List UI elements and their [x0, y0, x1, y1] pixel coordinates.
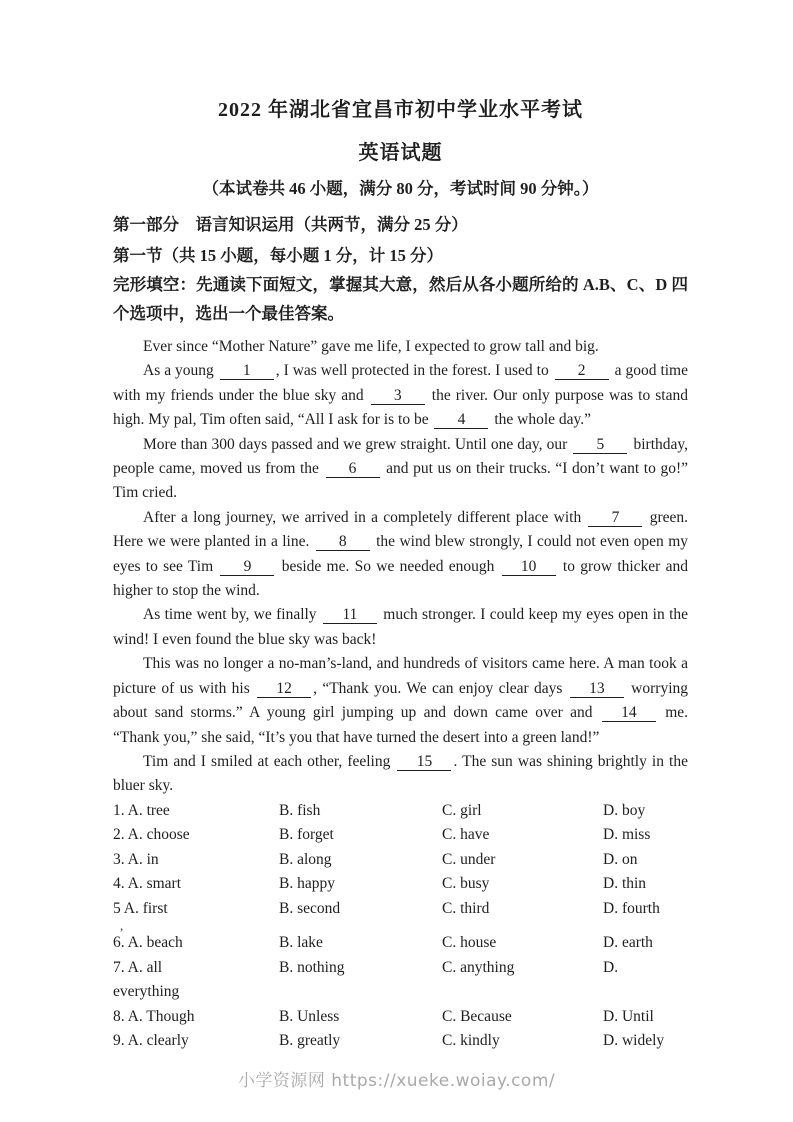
option-cell: D. widely: [603, 1032, 665, 1050]
option-cell: C. Because: [442, 1007, 512, 1025]
passage-paragraph: Tim and I smiled at each other, feeling 15 . The sun was shining brightly in the bluer sky.: [113, 752, 688, 795]
option-row: [113, 823, 688, 848]
cloze-blank-9: 9: [220, 558, 274, 576]
cloze-blank-15: 15: [397, 753, 451, 771]
option-cell: B. forget: [279, 826, 334, 844]
option-row: [113, 897, 688, 922]
option-cell: B. fish: [279, 801, 321, 819]
option-cell: B. nothing: [279, 958, 345, 976]
option-overflow-text: everything: [113, 983, 180, 1001]
option-cell: D.: [603, 958, 619, 976]
option-cell: B. happy: [279, 875, 335, 893]
option-cell: D. miss: [603, 826, 651, 844]
option-cell: 5 A. first: [113, 899, 168, 917]
option-cell: 6. A. beach: [113, 934, 183, 952]
option-cell: C. busy: [442, 875, 490, 893]
option-cell: 9. A. clearly: [113, 1032, 189, 1050]
stray-comma-mark: ,: [120, 918, 124, 934]
cloze-blank-3: 3: [371, 387, 425, 405]
passage-paragraph: After a long journey, we arrived in a completely different place with 7 green. Here we were planted in a line. 8 the wind blew strongly, I could not even open my eyes to see Tim 9 beside me. So we needed enough 10 to grow thicker and higher to stop the wind.: [113, 508, 688, 600]
option-cell: 7. A. all: [113, 958, 163, 976]
option-row: [113, 931, 688, 956]
option-cell: C. house: [442, 934, 497, 952]
option-cell: D. earth: [603, 934, 653, 952]
option-cell: B. second: [279, 899, 341, 917]
option-cell: D. fourth: [603, 899, 660, 917]
option-cell: 3. A. in: [113, 850, 159, 868]
option-cell: C. girl: [442, 801, 482, 819]
passage-paragraph: Ever since “Mother Nature” gave me life, I expected to grow tall and big.: [143, 338, 599, 355]
cloze-blank-12: 12: [257, 680, 311, 698]
option-cell: B. along: [279, 850, 332, 868]
option-cell: 1. A. tree: [113, 801, 170, 819]
cloze-passage: [113, 335, 688, 799]
cloze-instructions: 完形填空：先通读下面短文，掌握其大意，然后从各小题所给的 A.B、C、D 四个选项中，选出一个最佳答案。: [113, 275, 688, 323]
option-cell: B. greatly: [279, 1032, 341, 1050]
option-cell: 4. A. smart: [113, 875, 182, 893]
cloze-blank-11: 11: [323, 606, 377, 624]
option-cell: B. lake: [279, 934, 323, 952]
option-cell: C. kindly: [442, 1032, 500, 1050]
cloze-blank-5: 5: [573, 436, 627, 454]
option-cell: 2. A. choose: [113, 826, 190, 844]
section-node1-heading: 第一节（共 15 小题，每小题 1 分，计 15 分）: [113, 246, 443, 265]
option-row: [113, 956, 688, 981]
exam-info-line: （本试卷共 46 小题，满分 80 分，考试时间 90 分钟。）: [202, 179, 599, 198]
passage-paragraph: More than 300 days passed and we grew straight. Until one day, our 5 birthday, people came, moved us from the 6 and put us on their trucks. “I don’t want to go!” Tim cried.: [113, 435, 689, 502]
exam-subtitle: 英语试题: [358, 142, 443, 164]
option-cell: C. under: [442, 850, 496, 868]
cloze-blank-2: 2: [555, 362, 609, 380]
cloze-options-list: [113, 799, 688, 1054]
option-cell: 8. A. Though: [113, 1007, 195, 1025]
footer-watermark: 小学资源网 https://xueke.woiay.com/: [237, 1071, 556, 1091]
passage-paragraph: As time went by, we finally 11 much stronger. I could keep my eyes open in the wind! I even found the blue sky was back!: [113, 606, 689, 648]
option-cell: B. Unless: [279, 1007, 340, 1025]
option-row: [113, 1029, 688, 1054]
option-row: [113, 848, 688, 873]
passage-paragraph: This was no longer a no-man’s-land, and hundreds of visitors came here. A man took a picture of us with his 12 , “Thank you. We can enjoy clear days 13 worrying about sand storms.” A young girl jumping up and down came over and 14 me. “Thank you,” she said, “It’s you that have turned the desert into a green land!”: [113, 655, 689, 746]
cloze-blank-13: 13: [570, 680, 624, 698]
option-cell: C. anything: [442, 958, 515, 976]
cloze-blank-14: 14: [602, 704, 656, 722]
option-cell: C. third: [442, 899, 490, 917]
option-row: [113, 799, 688, 824]
option-cell: D. on: [603, 850, 638, 868]
cloze-blank-1: 1: [220, 362, 274, 380]
passage-paragraph: As a young 1 , I was well protected in the forest. I used to 2 a good time with my friends under the blue sky and 3 the river. Our only purpose was to stand high. My pal, Tim often said, “All I ask for is to be 4 the whole day.”: [113, 362, 688, 429]
cloze-blank-6: 6: [326, 460, 380, 478]
option-cell: D. thin: [603, 875, 647, 893]
cloze-blank-7: 7: [588, 509, 642, 527]
cloze-blank-4: 4: [434, 411, 488, 429]
cloze-blank-8: 8: [316, 533, 370, 551]
option-row: [113, 1005, 688, 1030]
option-cell: C. have: [442, 826, 490, 844]
option-cell: D. boy: [603, 801, 646, 819]
option-row: [113, 872, 688, 897]
exam-title: 2022 年湖北省宜昌市初中学业水平考试: [218, 99, 583, 121]
option-cell: D. Until: [603, 1007, 654, 1025]
cloze-blank-10: 10: [502, 558, 556, 576]
section-part1-heading: 第一部分 语言知识运用（共两节，满分 25 分）: [113, 215, 468, 234]
